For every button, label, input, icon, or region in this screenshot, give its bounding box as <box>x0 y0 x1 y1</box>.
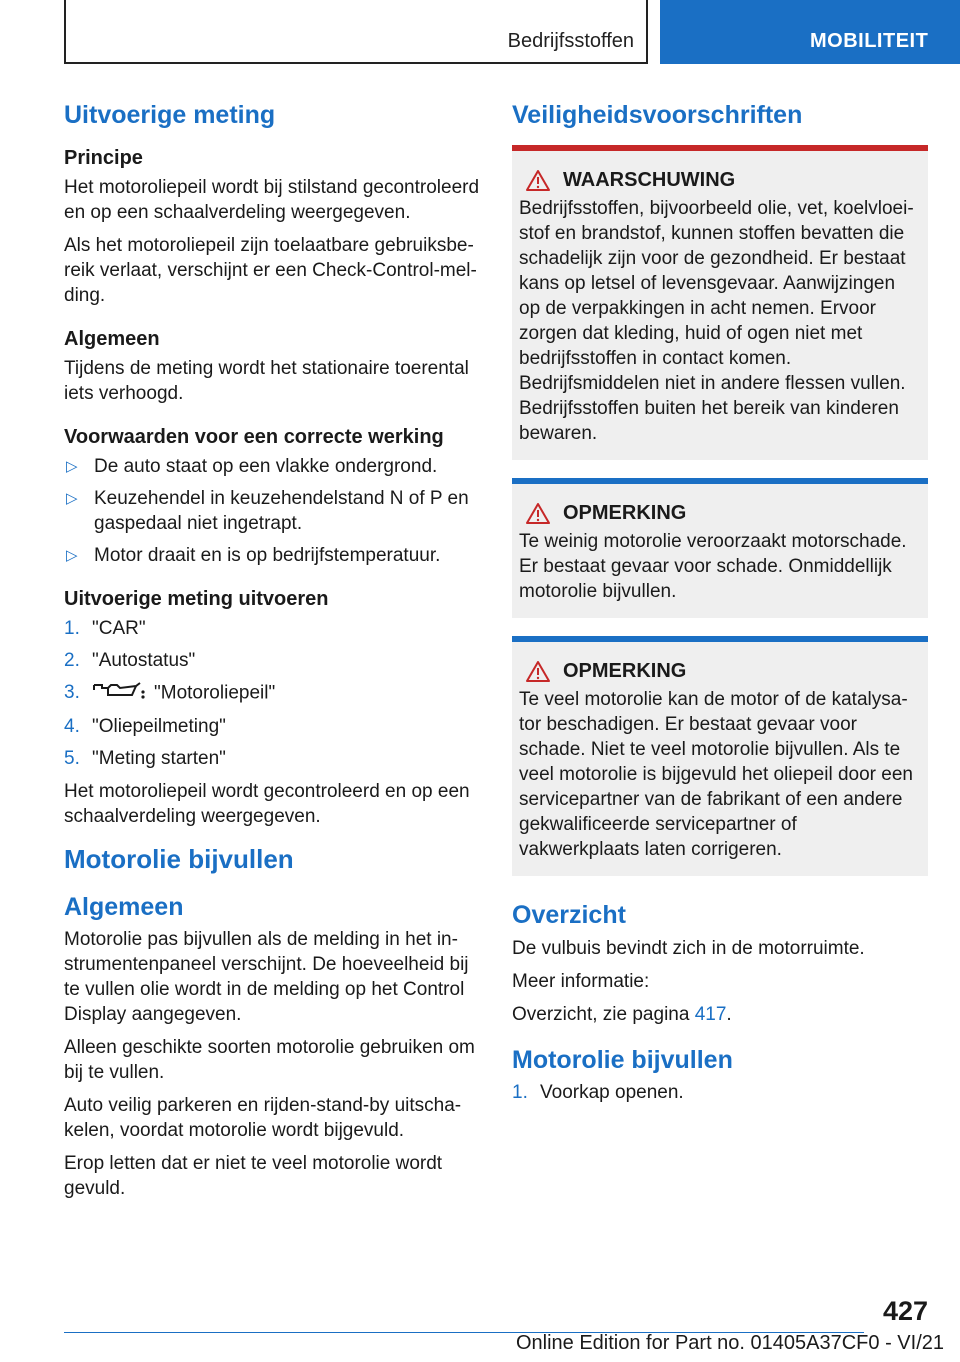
bijvullen-steps <box>512 1080 928 1105</box>
step-item: 5. "Meting starten" <box>64 748 226 770</box>
chapter-tab-label: MOBILITEIT <box>810 30 929 52</box>
right-column <box>512 100 928 1113</box>
bijvullen-text-3: Auto veilig parkeren en rijden-stand-by uitschakelen, voordat motorolie wordt bijgevuld. <box>64 1095 462 1141</box>
heading-overzicht: Overzicht <box>512 901 626 930</box>
note-box-1 <box>512 478 928 618</box>
overzicht-reference: Overzicht, zie pagina 417. <box>512 1003 732 1025</box>
principe-text-2: Als het motoroliepeil zijn toelaatbare gebruiksbereik verlaat, verschijnt er een Check-Control-melding. <box>64 235 477 307</box>
uitvoeren-title: Uitvoerige meting uitvoeren <box>64 588 329 611</box>
note-text: Te weinig motorolie veroorzaakt motorschade. Er bestaat gevaar voor schade. Onmiddellijk motorolie bijvullen. <box>519 531 907 603</box>
voorwaarden-title: Voorwaarden voor een correcte werking <box>64 426 444 449</box>
step-item: 1. "CAR" <box>64 618 146 640</box>
note-title: OPMERKING <box>563 660 687 683</box>
warning-title: WAARSCHUWING <box>563 169 736 192</box>
step-item: 4. "Oliepeilmeting" <box>64 716 226 738</box>
warning-triangle-icon <box>525 169 551 192</box>
note-title: OPMERKING <box>563 502 687 525</box>
bullet-triangle-icon: ▷ <box>66 458 78 476</box>
note-title-row <box>519 502 920 525</box>
step-item: 3. "Motoroliepeil" <box>64 680 480 707</box>
list-item: ▷ Motor draait en is op bedrijfstemperatuur. <box>66 545 441 567</box>
bullet-triangle-icon: ▷ <box>66 547 78 565</box>
warning-triangle-icon <box>525 660 551 683</box>
voorwaarden-list <box>64 454 480 568</box>
subheading-algemeen: Algemeen <box>64 892 184 921</box>
overzicht-text-2: Meer informatie: <box>512 970 650 992</box>
warning-title-row <box>519 169 920 192</box>
list-item: ▷ De auto staat op een vlakke ondergrond. <box>66 456 438 478</box>
step-item: 1. Voorkap openen. <box>512 1081 684 1103</box>
edition-note: Online Edition for Part no. 01405A37CF0 - VI/21 <box>515 1332 944 1354</box>
algemeen-title: Algemeen <box>64 328 160 351</box>
heading-motorolie-bijvullen-right: Motorolie bijvullen <box>512 1045 733 1074</box>
warning-text: Bedrijfsstoffen, bijvoorbeeld olie, vet, koelvloeistof en brandstof, kunnen stoffen bevatten die schadelijk zijn voor de gezondheid. Er bestaat kans op letsel of levensgevaar. Aanwijzingen op de verpakkingen in acht nemen. Ervoor zorgen dat kleding, huid of ogen niet met bedrijfsstoffen in contact komen. Bedrijfsmiddelen niet in andere flessen vullen. Bedrijfsstoffen buiten het bereik van kinderen bewaren. <box>519 198 914 445</box>
step-item: 2. "Autostatus" <box>64 650 196 672</box>
page-link-417[interactable]: 417 <box>694 1003 727 1025</box>
bijvullen-text-2: Alleen geschikte soorten motorolie gebruiken om bij te vullen. <box>64 1037 475 1083</box>
heading-uitvoerige-meting: Uitvoerige meting <box>64 101 276 129</box>
note-box-2 <box>512 636 928 876</box>
overzicht-text-1: De vulbuis bevindt zich in de motorruimte. <box>512 937 865 959</box>
note-text: Te veel motorolie kan de motor of de katalysator beschadigen. Er bestaat gevaar voor schade. Niet te veel motorolie bijvullen. Als te veel motorolie is bijgevuld het oliepeil door een servicepartner van de fabrikant of een andere gekwalificeerde servicepartner of vakwerkplaats laten corrigeren. <box>519 689 913 861</box>
oil-can-icon <box>92 680 146 707</box>
principe-section <box>64 145 480 308</box>
page-number: 427 <box>882 1296 928 1326</box>
bijvullen-text-1: Motorolie pas bijvullen als de melding in het instrumentenpaneel verschijnt. De hoeveelheid bij te vullen olie wordt in de melding op het Control Display aangegeven. <box>64 929 469 1025</box>
chapter-tab[interactable] <box>660 0 960 64</box>
header-section-box <box>64 0 648 64</box>
heading-motorolie-bijvullen: Motorolie bijvullen <box>64 844 294 875</box>
bijvullen-text-4: Erop letten dat er niet te veel motorolie wordt gevuld. <box>64 1153 443 1199</box>
note-title-row <box>519 660 920 683</box>
uitvoeren-result: Het motoroliepeil wordt gecontroleerd en op een schaalverdeling weergegeven. <box>64 781 470 828</box>
warning-triangle-icon <box>525 502 551 525</box>
uitvoeren-steps <box>64 616 480 771</box>
list-item: ▷ Keuzehendel in keuzehendelstand N of P en gaspedaal niet ingetrapt. <box>66 488 469 535</box>
left-column <box>64 100 480 1209</box>
algemeen-text: Tijdens de meting wordt het stationaire toerental iets verhoogd. <box>64 358 469 405</box>
algemeen-section <box>64 326 480 406</box>
section-title: Bedrijfsstoffen <box>507 30 634 52</box>
heading-veiligheidsvoorschriften: Veiligheidsvoorschriften <box>512 101 803 129</box>
bullet-triangle-icon: ▷ <box>66 490 78 508</box>
principe-text-1: Het motoroliepeil wordt bij stilstand gecontroleerd en op een schaalverdeling weergegeven. <box>64 177 480 224</box>
warning-box <box>512 145 928 460</box>
principe-title: Principe <box>64 147 143 170</box>
